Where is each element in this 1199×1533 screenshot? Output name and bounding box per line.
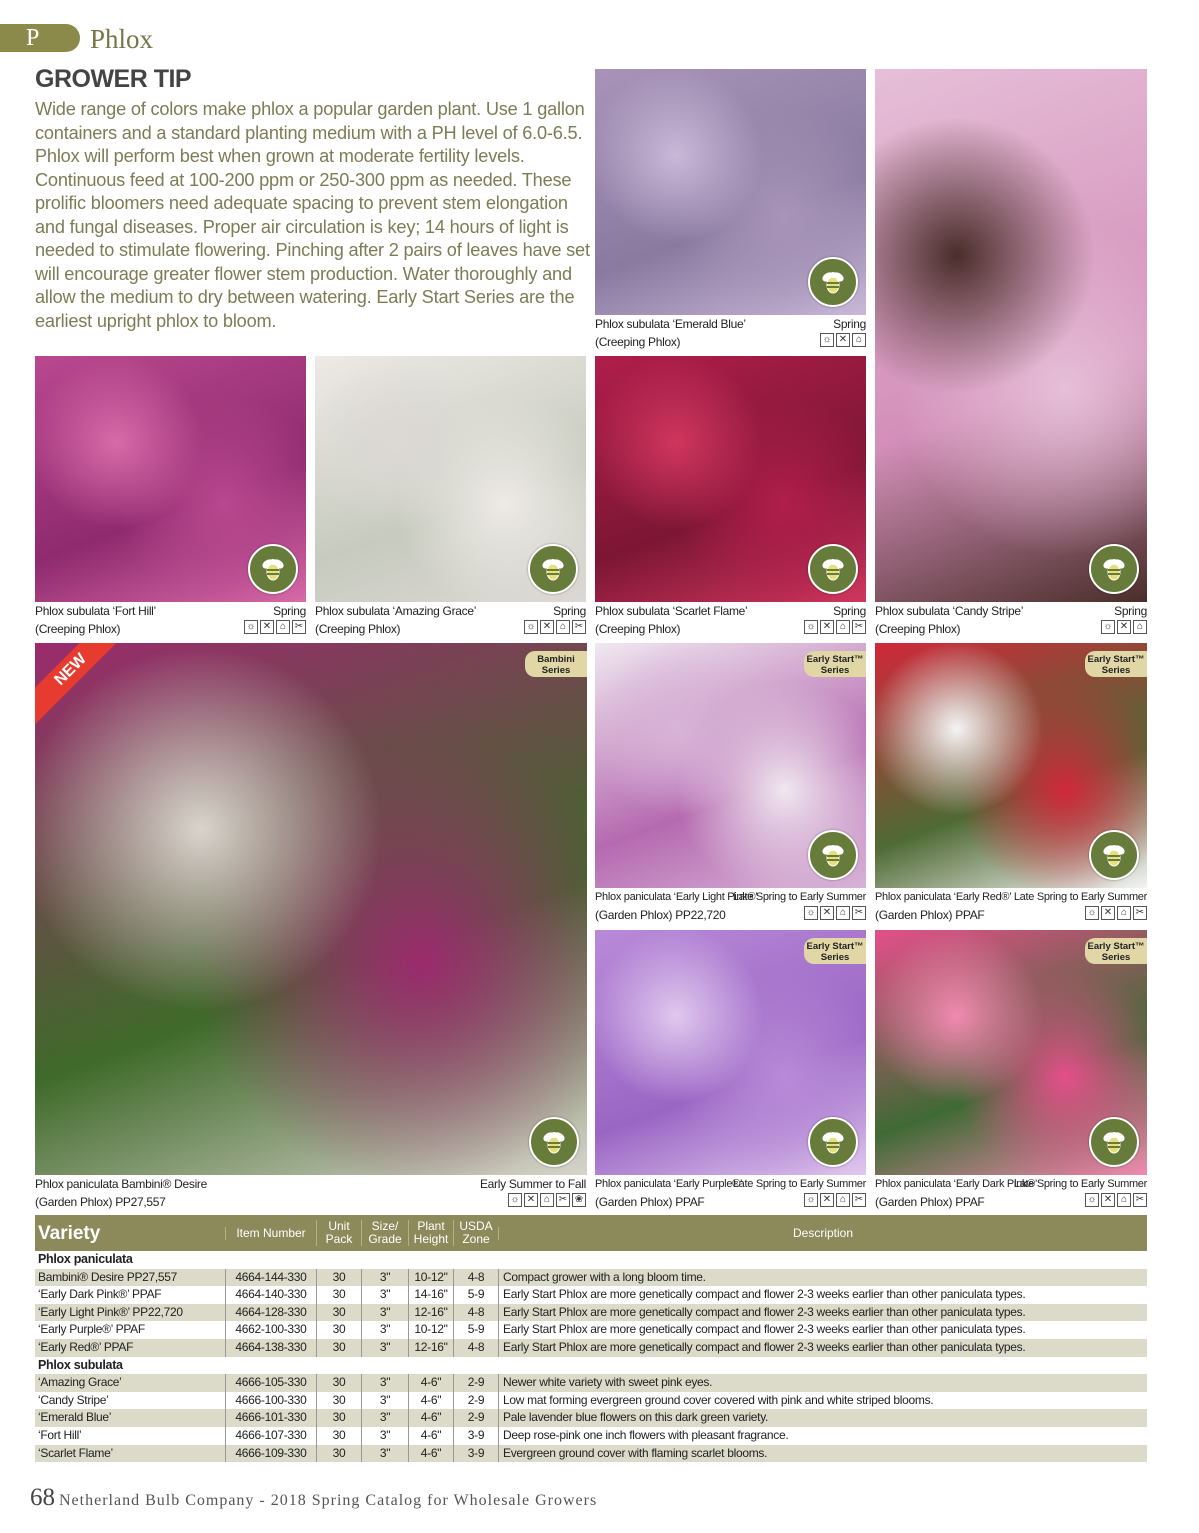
full-sun-icon: ☼ <box>524 620 538 634</box>
table-row <box>35 1304 1147 1322</box>
cut-flower-icon: ✂ <box>1133 906 1147 920</box>
photo-bambini-desire <box>35 643 587 1175</box>
item-number-cell: 4664-138-330 <box>225 1339 316 1357</box>
table-row <box>35 1286 1147 1304</box>
footer-text: Netherland Bulb Company - 2018 Spring Catalog for Wholesale Growers <box>59 1492 598 1509</box>
zone-cell: 2-9 <box>453 1392 498 1410</box>
size-cell: 3" <box>361 1286 408 1304</box>
container-icon: ⌂ <box>1117 906 1131 920</box>
deer-resistant-icon: ✕ <box>1117 620 1131 634</box>
caption-season: Early Summer to Fall <box>479 1177 586 1191</box>
variety-cell: ‘Fort Hill’ <box>38 1427 82 1442</box>
section-letter-badge: P <box>0 24 80 52</box>
table-row <box>35 1269 1147 1287</box>
bee-icon <box>248 544 298 594</box>
deer-resistant-icon: ✕ <box>820 1193 834 1207</box>
cut-flower-icon: ✂ <box>852 906 866 920</box>
unit-pack-cell: 30 <box>316 1409 361 1427</box>
attribute-icons <box>820 333 866 347</box>
caption-common: (Garden Phlox) PPAF <box>595 1195 705 1209</box>
bee-icon <box>808 830 858 880</box>
item-number-cell: 4666-109-330 <box>225 1445 316 1463</box>
height-cell: 4-6" <box>408 1374 453 1392</box>
attribute-icons <box>1085 1193 1147 1207</box>
zone-cell: 3-9 <box>453 1445 498 1463</box>
item-number-cell: 4666-100-330 <box>225 1392 316 1410</box>
series-badge: Early Start™ Series <box>1085 938 1147 964</box>
unit-pack-cell: 30 <box>316 1427 361 1445</box>
page-number: 68 <box>30 1484 55 1511</box>
photo-fort-hill <box>35 356 306 602</box>
table-row <box>35 1427 1147 1445</box>
caption-common: (Creeping Phlox) <box>875 622 961 636</box>
attribute-icons <box>1101 620 1147 634</box>
height-cell: 4-6" <box>408 1392 453 1410</box>
height-cell: 4-6" <box>408 1409 453 1427</box>
header-item-number: Item Number <box>225 1227 316 1240</box>
full-sun-icon: ☼ <box>804 906 818 920</box>
header-usda-zone: USDA Zone <box>453 1220 498 1246</box>
series-badge: Early Start™ Series <box>804 938 866 964</box>
variety-cell: ‘Early Red®’ PPAF <box>38 1339 134 1354</box>
deer-resistant-icon: ✕ <box>1101 1193 1115 1207</box>
zone-cell: 3-9 <box>453 1427 498 1445</box>
description-cell: Newer white variety with sweet pink eyes. <box>498 1374 1147 1392</box>
description-cell: Early Start Phlox are more genetically compact and flower 2-3 weeks earlier than other paniculata types. <box>498 1321 1147 1339</box>
zone-cell: 2-9 <box>453 1374 498 1392</box>
size-cell: 3" <box>361 1304 408 1322</box>
cut-flower-icon: ✂ <box>572 620 586 634</box>
series-badge: Early Start™ Series <box>804 651 866 677</box>
bee-icon <box>808 257 858 307</box>
table-row <box>35 1374 1147 1392</box>
caption-common: (Garden Phlox) PP22,720 <box>595 908 726 922</box>
height-cell: 10-12" <box>408 1269 453 1287</box>
caption-name: Phlox subulata ‘Fort Hill’ <box>35 604 156 618</box>
container-icon: ⌂ <box>276 620 290 634</box>
caption-name: Phlox paniculata ‘Early Light Pink®’ <box>595 891 758 903</box>
caption-common: (Garden Phlox) PPAF <box>875 908 985 922</box>
photo-candy-stripe <box>875 69 1147 602</box>
grower-tip-title: GROWER TIP <box>35 65 192 93</box>
variety-cell: ‘Scarlet Flame’ <box>38 1445 113 1460</box>
size-cell: 3" <box>361 1409 408 1427</box>
variety-cell: ‘Candy Stripe’ <box>38 1392 109 1407</box>
size-cell: 3" <box>361 1269 408 1287</box>
attribute-icons <box>804 906 866 920</box>
caption-common: (Garden Phlox) PPAF <box>875 1195 985 1209</box>
container-icon: ⌂ <box>836 620 850 634</box>
size-cell: 3" <box>361 1339 408 1357</box>
header-variety: Variety <box>38 1222 101 1244</box>
section-title: Phlox <box>90 24 154 54</box>
caption-season: Late Spring to Early Summer <box>732 1178 866 1190</box>
table-row <box>35 1445 1147 1463</box>
attribute-icons <box>1085 906 1147 920</box>
container-icon: ⌂ <box>556 620 570 634</box>
variety-cell: ‘Early Dark Pink®’ PPAF <box>38 1287 162 1302</box>
caption-season: Late Spring to Early Summer <box>1013 1178 1147 1190</box>
full-sun-icon: ☼ <box>820 333 834 347</box>
bee-icon <box>1089 830 1139 880</box>
photo-amazing-grace <box>315 356 586 602</box>
caption-name: Phlox paniculata ‘Early Purple®’ <box>595 1178 743 1190</box>
description-cell: Early Start Phlox are more genetically compact and flower 2-3 weeks earlier than other paniculata types. <box>498 1304 1147 1322</box>
caption-common: (Creeping Phlox) <box>315 622 401 636</box>
table-row <box>35 1409 1147 1427</box>
height-cell: 4-6" <box>408 1445 453 1463</box>
variety-table <box>35 1215 1147 1462</box>
description-cell: Compact grower with a long bloom time. <box>498 1269 1147 1287</box>
full-sun-icon: ☼ <box>804 620 818 634</box>
container-icon: ⌂ <box>852 333 866 347</box>
item-number-cell: 4666-101-330 <box>225 1409 316 1427</box>
table-body <box>35 1251 1147 1462</box>
zone-cell: 4-8 <box>453 1304 498 1322</box>
zone-cell: 5-9 <box>453 1321 498 1339</box>
header-description: Description <box>498 1227 1147 1240</box>
photo-early-dark-pink <box>875 930 1147 1175</box>
deer-resistant-icon: ✕ <box>820 620 834 634</box>
unit-pack-cell: 30 <box>316 1269 361 1287</box>
height-cell: 10-12" <box>408 1321 453 1339</box>
caption-name: Phlox subulata ‘Scarlet Flame’ <box>595 604 748 618</box>
full-sun-icon: ☼ <box>1085 906 1099 920</box>
item-number-cell: 4664-144-330 <box>225 1269 316 1287</box>
photo-early-light-pink <box>595 643 866 888</box>
series-badge: Bambini Series <box>525 651 587 677</box>
caption-season: Spring <box>273 604 306 618</box>
unit-pack-cell: 30 <box>316 1445 361 1463</box>
series-badge: Early Start™ Series <box>1085 651 1147 677</box>
cut-flower-icon: ✂ <box>292 620 306 634</box>
table-row <box>35 1339 1147 1357</box>
full-sun-icon: ☼ <box>1101 620 1115 634</box>
caption-season: Spring <box>553 604 586 618</box>
deer-resistant-icon: ✕ <box>540 620 554 634</box>
cut-flower-icon: ✂ <box>556 1193 570 1207</box>
description-cell: Pale lavender blue flowers on this dark green variety. <box>498 1409 1147 1427</box>
caption-name: Phlox subulata ‘Candy Stripe’ <box>875 604 1024 618</box>
caption-season: Spring <box>833 604 866 618</box>
size-cell: 3" <box>361 1445 408 1463</box>
cut-flower-icon: ✂ <box>852 1193 866 1207</box>
bee-icon <box>529 1117 579 1167</box>
photo-early-purple <box>595 930 866 1175</box>
caption-season: Late Spring to Early Summer <box>1013 891 1147 903</box>
height-cell: 12-16" <box>408 1339 453 1357</box>
table-group-header: Phlox subulata <box>38 1357 123 1372</box>
photo-early-red <box>875 643 1147 888</box>
description-cell: Evergreen ground cover with flaming scarlet blooms. <box>498 1445 1147 1463</box>
item-number-cell: 4666-105-330 <box>225 1374 316 1392</box>
photo-scarlet-flame <box>595 356 866 602</box>
deer-resistant-icon: ✕ <box>836 333 850 347</box>
deer-resistant-icon: ✕ <box>1101 906 1115 920</box>
zone-cell: 4-8 <box>453 1339 498 1357</box>
bee-icon <box>808 1117 858 1167</box>
description-cell: Early Start Phlox are more genetically compact and flower 2-3 weeks earlier than other paniculata types. <box>498 1339 1147 1357</box>
attribute-icons <box>804 1193 866 1207</box>
header-plant-height: Plant Height <box>408 1220 453 1246</box>
item-number-cell: 4666-107-330 <box>225 1427 316 1445</box>
container-icon: ⌂ <box>1117 1193 1131 1207</box>
new-ribbon: NEW <box>35 643 130 729</box>
full-sun-icon: ☼ <box>804 1193 818 1207</box>
caption-common: (Creeping Phlox) <box>595 335 681 349</box>
full-sun-icon: ☼ <box>244 620 258 634</box>
unit-pack-cell: 30 <box>316 1304 361 1322</box>
caption-common: (Creeping Phlox) <box>595 622 681 636</box>
page-footer <box>30 1484 597 1512</box>
unit-pack-cell: 30 <box>316 1339 361 1357</box>
caption-name: Phlox subulata ‘Emerald Blue’ <box>595 317 746 331</box>
variety-cell: ‘Emerald Blue’ <box>38 1410 112 1425</box>
caption-name: Phlox paniculata ‘Early Red®’ <box>875 891 1012 903</box>
cut-flower-icon: ✂ <box>852 620 866 634</box>
size-cell: 3" <box>361 1321 408 1339</box>
attribute-icons <box>804 620 866 634</box>
cut-flower-icon: ✂ <box>1133 1193 1147 1207</box>
bee-icon <box>808 544 858 594</box>
deer-resistant-icon: ✕ <box>260 620 274 634</box>
deer-resistant-icon: ✕ <box>524 1193 538 1207</box>
variety-cell: ‘Amazing Grace’ <box>38 1375 122 1390</box>
item-number-cell: 4662-100-330 <box>225 1321 316 1339</box>
height-cell: 4-6" <box>408 1427 453 1445</box>
photo-emerald-blue <box>595 69 866 315</box>
container-icon: ⌂ <box>836 1193 850 1207</box>
unit-pack-cell: 30 <box>316 1321 361 1339</box>
caption-name: Phlox paniculata ‘Early Dark Pink®’ <box>875 1178 1038 1190</box>
size-cell: 3" <box>361 1374 408 1392</box>
attribute-icons <box>524 620 586 634</box>
description-cell: Low mat forming evergreen ground cover covered with pink and white striped blooms. <box>498 1392 1147 1410</box>
zone-cell: 2-9 <box>453 1409 498 1427</box>
height-cell: 14-16" <box>408 1286 453 1304</box>
caption-name: Phlox paniculata Bambini® Desire <box>35 1177 207 1191</box>
caption-common: (Creeping Phlox) <box>35 622 121 636</box>
bee-icon <box>1089 1117 1139 1167</box>
caption-season: Spring <box>833 317 866 331</box>
caption-season: Spring <box>1114 604 1147 618</box>
variety-cell: ‘Early Purple®’ PPAF <box>38 1322 145 1337</box>
variety-cell: ‘Early Light Pink®’ PP22,720 <box>38 1304 183 1319</box>
deer-resistant-icon: ✕ <box>820 906 834 920</box>
item-number-cell: 4664-128-330 <box>225 1304 316 1322</box>
description-cell: Early Start Phlox are more genetically compact and flower 2-3 weeks earlier than other paniculata types. <box>498 1286 1147 1304</box>
container-icon: ⌂ <box>1133 620 1147 634</box>
table-group-header: Phlox paniculata <box>38 1252 133 1266</box>
full-sun-icon: ☼ <box>1085 1193 1099 1207</box>
attribute-icons <box>508 1193 586 1207</box>
bee-icon <box>528 544 578 594</box>
item-number-cell: 4664-140-330 <box>225 1286 316 1304</box>
zone-cell: 5-9 <box>453 1286 498 1304</box>
table-row <box>35 1392 1147 1410</box>
caption-common: (Garden Phlox) PP27,557 <box>35 1195 166 1209</box>
zone-cell: 4-8 <box>453 1269 498 1287</box>
caption-name: Phlox subulata ‘Amazing Grace’ <box>315 604 477 618</box>
size-cell: 3" <box>361 1427 408 1445</box>
header-unit-pack: Unit Pack <box>316 1220 361 1246</box>
unit-pack-cell: 30 <box>316 1286 361 1304</box>
container-icon: ⌂ <box>836 906 850 920</box>
attribute-icons <box>244 620 306 634</box>
header-size-grade: Size/ Grade <box>361 1220 408 1246</box>
caption-season: Late Spring to Early Summer <box>732 891 866 903</box>
table-header <box>35 1215 1147 1251</box>
unit-pack-cell: 30 <box>316 1374 361 1392</box>
fragrance-icon: ❀ <box>572 1193 586 1207</box>
description-cell: Deep rose-pink one inch flowers with pleasant fragrance. <box>498 1427 1147 1445</box>
variety-cell: Bambini® Desire PP27,557 <box>38 1269 178 1284</box>
grower-tip-body: Wide range of colors make phlox a popular garden plant. Use 1 gallon containers and a standard planting medium with a PH level of 6.0-6.5. Phlox will perform best when grown at moderate fertility levels. Continuous feed at 100-200 ppm or 250-300 ppm as needed. These prolific bloomers need adequate spacing to prevent stem elongation and fungal diseases. Proper air circulation is key; 14 hours of light is needed to stimulate flowering. Pinching after 2 pairs of leaves have set will encourage greater flower stem production. Water thoroughly and allow the medium to dry between watering. Early Start Series are the earliest upright phlox to bloom. <box>35 99 590 331</box>
table-row <box>35 1321 1147 1339</box>
unit-pack-cell: 30 <box>316 1392 361 1410</box>
size-cell: 3" <box>361 1392 408 1410</box>
bee-icon <box>1089 544 1139 594</box>
container-icon: ⌂ <box>540 1193 554 1207</box>
full-sun-icon: ☼ <box>508 1193 522 1207</box>
height-cell: 12-16" <box>408 1304 453 1322</box>
